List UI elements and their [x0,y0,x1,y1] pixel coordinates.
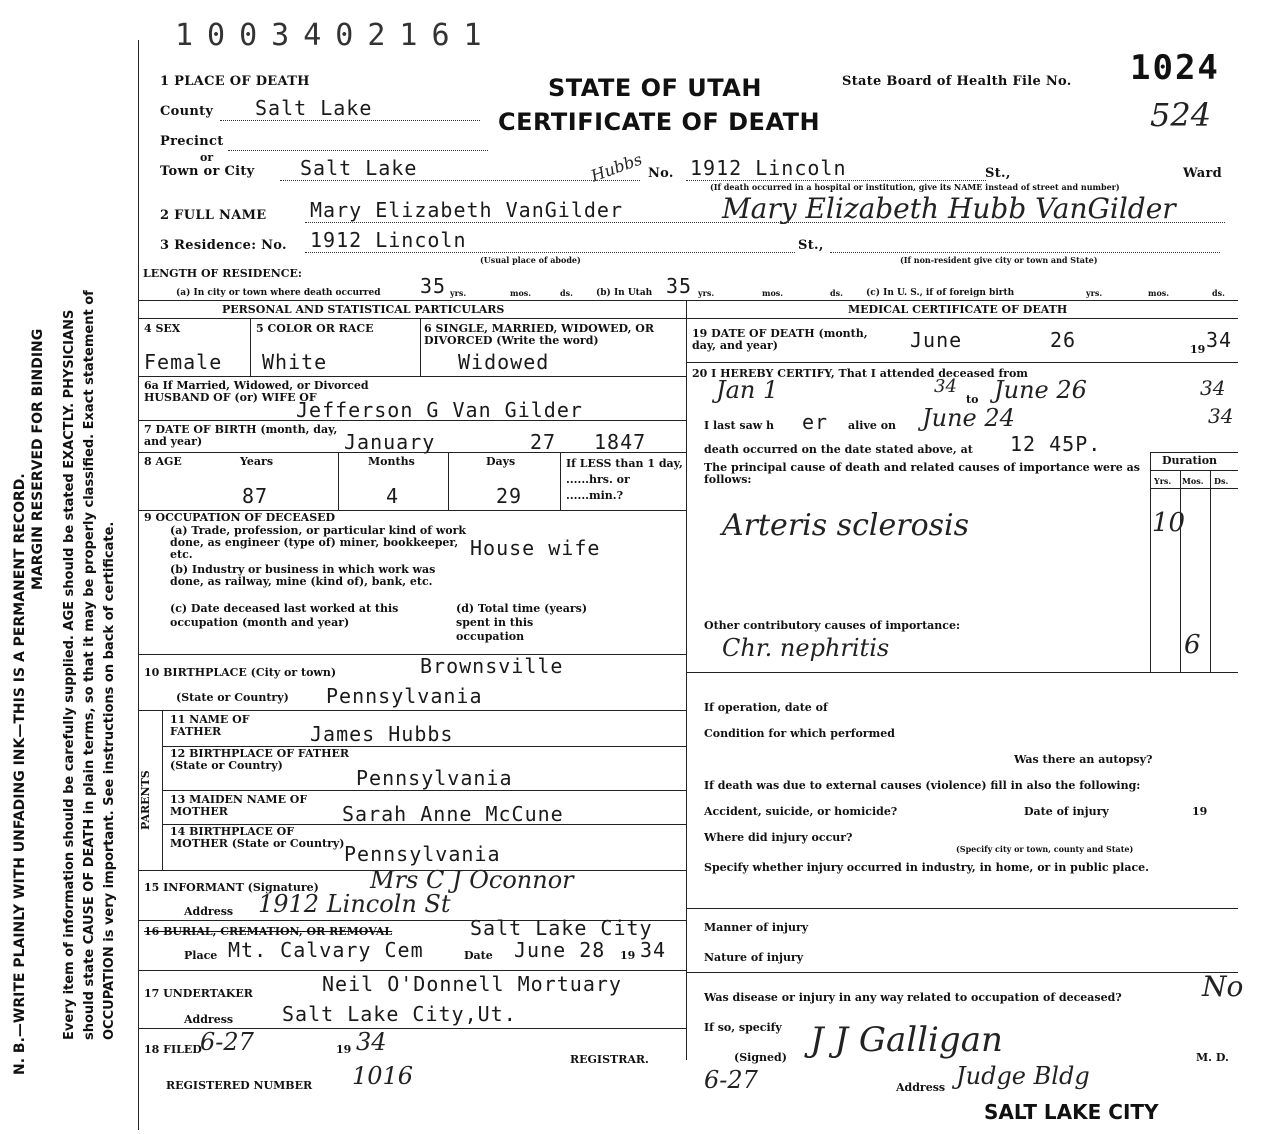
file-number-handwritten: 524 [1150,96,1212,134]
age-days: 29 [496,484,523,508]
occupational-answer: No [1202,970,1244,1003]
informant-address: 1912 Lincoln St [258,890,451,918]
file-number: 1024 [1130,48,1220,88]
margin-instructions-2: should state CAUSE OF DEATH in plain terms, so that it may be properly classified. Exact statement of [82,290,97,1040]
serial-number: 1003402161 [175,18,496,53]
residence-utah-years: 35 [666,274,693,298]
county-label: County [160,104,214,119]
margin-binding-note: MARGIN RESERVED FOR BINDING [30,328,46,590]
column-divider [686,300,687,1060]
cause-duration: 10 [1152,508,1186,538]
registrar-label: REGISTRAR. [570,1053,649,1066]
sex-value: Female [144,350,223,374]
signature-date: 6-27 [704,1066,758,1094]
death-month: June [910,328,963,352]
age-months: 4 [386,484,400,508]
last-saw-date: June 24 [922,404,1015,432]
margin-instructions-1: Every item of information should be carefully supplied. AGE should be stated EXACTLY. PHYSICIANS [62,309,77,1040]
death-certificate: N. B.—WRITE PLAINLY WITH UNFADING INK—THIS IS A PERMANENT RECORD. MARGIN RESERVED FOR BINDING Every item of information should be carefully supplied. AGE should be stated EXACTLY. PHYSICIANS should state CAUSE OF DEATH in plain terms, so that it may be properly classified. Exact statement of OCCUPATION is very important. See instructions on back of certificate. 1003402161 1 PLACE OF DEATH STATE OF UTAH CERTIFICATE OF DEATH State Board of Health File No. 1024 524 County Salt Lake Precinct or Town or City Salt Lake No. 1912 Lincoln St., Ward (If death occurred in a hospital or institution, give its NAME instead of street and number) 2 FULL NAME Mary Elizabeth VanGilder Hubbs Mary Elizabeth Hubb VanGilder 3 Residence: No. 1912 Lincoln St., (Usual place of abode) (If non-resident give city or town and State) LENGTH OF RESIDENCE: (a) In city or town where death occurred 35 yrs. mos. ds. (b) In Utah 35 yrs. mos. ds. (c) In U. S., if of foreign birth yrs. mos. ds. PERSONAL AND STATISTICAL PARTICULARS 4 SEX Female 5 COLOR OR RACE White 6 SINGLE, MARRIED, WIDOWED, OR DIVORCED (Write the word) Widowed 6a If Married, Widowed, or Divorced HUSBAND OF (or) WIFE OF Jefferson G Van Gilder 7 DATE OF BIRTH (month, day, and year) January 27 1847 8 AGE Years Months Days If LESS than 1 day, ......hrs. or ......min.? 87 4 29 9 OCCUPATION OF DECEASED (a) Trade, profession, or particular kind of work done, as engineer (type of) miner, bookkeeper, etc. House wife (b) Industry or business in which work was done, as railway, mine (kind of), bank, etc. (c) Date deceased last worked at this occupation (month and year) (d) Total time (years) spent in this occupation 10 BIRTHPLACE (City or town) Brownsville (State or Country) Pennsylvania PARENTS 11 NAME OF FATHER James Hubbs 12 BIRTHPLACE OF FATHER (State or Country) Pennsylvania 13 MAIDEN NAME OF MOTHER Sarah Anne McCune 14 BIRTHPLACE OF MOTHER (State or Country) Pennsylvania 15 INFORMANT (Signature) Mrs C J Oconnor Address 1912 Lincoln St 16 BURIAL, CREMATION, OR REMOVAL Salt Lake City Place Mt. Calvary Cem Date June 28 19 34 17 UNDERTAKER Neil O'Donnell Mortuary Address Salt Lake City,Ut. 18 FILED 6-27 19 34 REGISTRAR. REGISTERED NUMBER 1016 MEDICAL CERTIFICATE OF DEATH 19 DATE OF DEATH (month, day, and year) June 26 19 34 20 I HEREBY CERTIFY, That I attended deceased from Jan 1 34 to June 26 34 I last saw h er alive on June 24 34 death occurred on the date stated above, at 12 45P. The principal cause of death and related causes of importance were as follows: Duration Yrs. Mos. Ds. Arteris sclerosis 10 Other contributory causes of importance: Chr. nephritis 6 If operation, date of Condition for which performed Was there an autopsy? If death was due to external causes (violence) fill in also the following: Accident, suicide, or homicide? Date of injury 19 Where did injury occur? (Specify city or town, county and State) Specify whether injury occurred in industry, in home, or in public place. Manner of injury Nature of injury Was disease or injury in any way related to occupation of deceased? No If so, specify (Signed) J J Galligan M. D. 6-27 Address Judge Bldg SALT LAKE CITY [0,0,1275,1134]
occupation-value: House wife [470,536,601,560]
town-value: Salt Lake [300,156,418,180]
personal-heading: PERSONAL AND STATISTICAL PARTICULARS [222,303,505,316]
file-number-label: State Board of Health File No. [842,74,1072,89]
contributory-duration: 6 [1184,630,1201,660]
parents-label: PARENTS [139,770,152,830]
birthplace-state: Pennsylvania [326,684,483,708]
binding-margin-line [138,40,139,1130]
time-of-death: 12 45P. [1010,432,1102,456]
residence-value: 1912 Lincoln [310,228,467,252]
father-name: James Hubbs [310,722,454,746]
street-value: 1912 Lincoln [690,156,847,180]
full-name-handwritten: Mary Elizabeth Hubb VanGilder [722,192,1176,225]
dob-year: 1847 [594,430,647,454]
race-value: White [262,350,328,374]
residence-city-years: 35 [420,274,447,298]
burial-date: June 28 [514,938,606,962]
spouse-value: Jefferson G Van Gilder [296,398,583,422]
hospital-note: (If death occurred in a hospital or institution, give its NAME instead of street and number) [710,182,1120,192]
physician-city: SALT LAKE CITY [984,1100,1159,1124]
full-name-label: 2 FULL NAME [160,208,267,223]
burial-city: Salt Lake City [470,916,653,940]
state-title: STATE OF UTAH [548,74,762,102]
county-value: Salt Lake [255,96,373,120]
full-name-typed: Mary Elizabeth VanGilder [310,198,623,222]
dob-month: January [344,430,436,454]
margin-instructions-3: OCCUPATION is very important. See instructions on back of certificate. [102,521,117,1040]
town-label: Town or City [160,164,255,179]
street-no-label: No. [648,166,674,181]
physician-address: Judge Bldg [956,1062,1090,1090]
burial-place: Mt. Calvary Cem [228,938,424,962]
contributory-cause: Chr. nephritis [722,634,890,662]
burial-year: 34 [640,938,667,962]
full-name-insert: Hubbs [588,149,645,186]
certificate-title: CERTIFICATE OF DEATH [498,108,821,136]
length-of-residence-label: LENGTH OF RESIDENCE: [143,267,302,280]
filed-date: 6-27 [200,1028,254,1056]
age-years: 87 [242,484,269,508]
dob-day: 27 [530,430,557,454]
death-day: 26 [1050,328,1077,352]
filed-year: 34 [356,1028,387,1056]
mother-birthplace: Pennsylvania [344,842,501,866]
attended-to: June 26 [994,376,1087,404]
residence-label: 3 Residence: No. [160,238,287,253]
precinct-label: Precinct [160,134,224,149]
birthplace-city: Brownsville [420,654,564,678]
mother-name: Sarah Anne McCune [342,802,564,826]
undertaker-value: Neil O'Donnell Mortuary [322,972,622,996]
attended-from: Jan 1 [716,376,779,404]
physician-signature: J J Galligan [810,1020,1003,1060]
death-year: 34 [1206,328,1233,352]
informant-signature: Mrs C J Oconnor [370,866,574,894]
registered-number: 1016 [352,1062,414,1090]
marital-value: Widowed [458,350,550,374]
medical-heading: MEDICAL CERTIFICATE OF DEATH [848,303,1068,316]
father-birthplace: Pennsylvania [356,766,513,790]
undertaker-address: Salt Lake City,Ut. [282,1002,517,1026]
place-of-death-section: 1 PLACE OF DEATH [160,74,310,89]
cause-of-death: Arteris sclerosis [722,508,970,543]
margin-note-ink: N. B.—WRITE PLAINLY WITH UNFADING INK—THIS IS A PERMANENT RECORD. [12,473,28,1075]
